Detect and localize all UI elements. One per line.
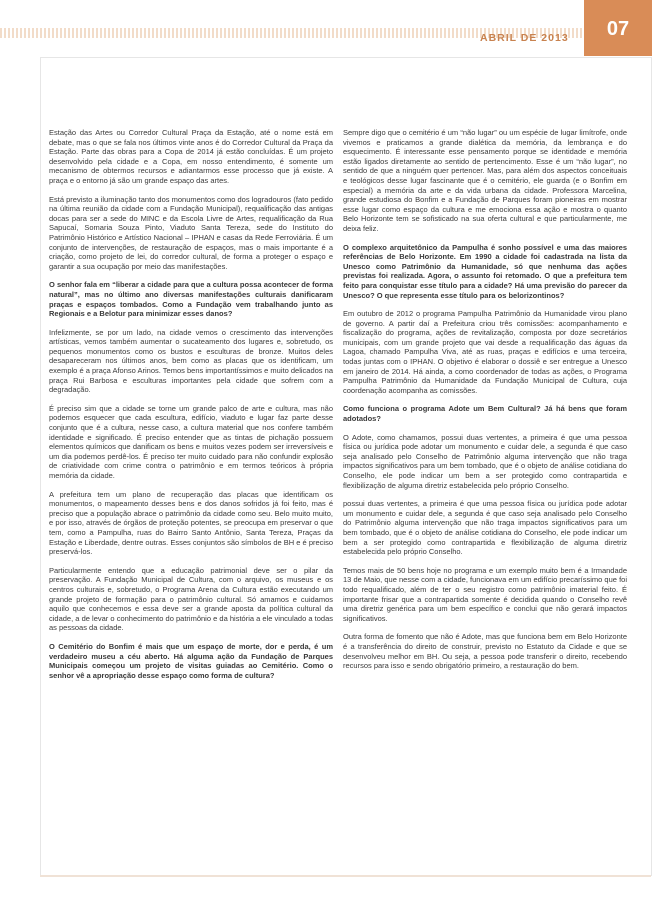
interview-paragraph: Em outubro de 2012 o programa Pampulha Patrimônio da Humanidade virou plano de governo. A partir daí a Prefeitura criou três comissões: acompanhamento e fiscalização do programa, ações de revitalização, composta por doze secretários municipais, com um grande projeto que vai desde a requalificação das águas da Lagoa, chamado Pampulha Viva, até as ruas, praças e edifícios e uma terceira, todas juntas com o IPHAN. O objetivo é elaborar o dossiê e ser entregue a Unesco em janeiro de 2014. Há ainda, a como coordenador de todas as ações, o Programa Pampulha Patrimônio da Humanidade da Fundação Municipal de Cultura, cuja coordenação acompanha as comissões. (343, 309, 627, 395)
interview-question: O complexo arquitetônico da Pampulha é sonho possível e uma das maiores referências de Belo Horizonte. Em 1990 a cidade foi cadastrada na lista da Unesco como Patrimônio da Humanidade, só que nenhuma das ações previstas foi realizada. Agora, o assunto foi retomado. O que a prefeitura tem feito para conquistar esse título para a cidade? Há uma previsão do parecer da Unesco? O que representa esse título para os belorizontinos? (343, 242, 627, 300)
interview-question: O senhor fala em “liberar a cidade para que a cultura possa acontecer de forma natural”, mas no último ano diversas manifestações culturais danificaram praças e espaços tombados. Como a Fundação vem trabalhando junto as Regionais e a Belotur para minimizar esses danos? (49, 280, 333, 319)
page-header (0, 0, 670, 55)
interview-question: O Cemitério do Bonfim é mais que um espaço de morte, dor e perda, é um verdadeiro museu a céu aberto. Há alguma ação da Fundação de Parques Municipais começou um projeto de visitas guiadas ao Cemitério. Como o senhor vê a apropriação desse espaço como forma de cultura? (49, 641, 333, 680)
interview-paragraph: É preciso sim que a cidade se torne um grande palco de arte e cultura, mas não podemos esquecer que cada escultura, edifício, viaduto e lugar faz parte desse conjunto que é a cultura, nesse caso, a cultura material que nos confere também identidade e significado. É preciso entender que as tintas de pichação possuem elementos químicos que danificam os bens e muitos vezes podem ser irreversíveis e um dia podemos perdê-los. É preciso ter muito cuidado para não confundir explosão de criatividade com crime contra o patrimônio e em termos teóricos à própria memória da cidade. (49, 403, 333, 480)
interview-paragraph: Outra forma de fomento que não é Adote, mas que funciona bem em Belo Horizonte é a transferência do direito de construir, previsto no Estatuto da Cidade e que se desenvolveu melhor em BH. Ou seja, a pessoa pode transferir o direito, recebendo recursos para isso e sendo obrigatório primeiro, a restauração do bem. (343, 632, 627, 671)
right-column (343, 128, 627, 680)
interview-paragraph: Infelizmente, se por um lado, na cidade vemos o crescimento das intervenções artísticas, vemos também aumentar o sucateamento dos lugares e, sobretudo, os pequenos monumentos como os bustos e esculturas de bronze. Muitos deles desapareceram nos últimos anos, bem como as placas que os identificam, um exemplo é a praça Afonso Arinos. Temos bens importantíssimos e muito delicados na praça Rui Barbosa e esculturas importantes pela cidade que sofrem com a degradação. (49, 327, 333, 395)
issue-date: ABRIL DE 2013 (480, 32, 569, 44)
interview-paragraph: Temos mais de 50 bens hoje no programa e um exemplo muito bem é a Irmandade 13 de Maio, que nesse com a cidade, funcionava em um edifício precaríssimo que foi todo requalificado, além de ter o seu registro como patrimônio imaterial feito. É importante frisar que a contrapartida somente é decidida quando o Conselho revê uma diretriz genérica para um bem específico e conclui que não gerará impactos significativos. (343, 565, 627, 623)
interview-paragraph: O Adote, como chamamos, possui duas vertentes, a primeira é que uma pessoa física ou jurídica pode adotar um monumento e cuidar dele, a segunda é que caso seja analisado pelo Conselho de Patrimônio alguma intervenção que não traga impactos significativos para um bem tombado, que é o objeto de análise cotidiana do Conselho, ele pode indicar um bem a ser protegido como contrapartida e flexibilização de alguma diretriz estabelecida pelo próprio Conselho. (343, 432, 627, 490)
interview-question: Como funciona o programa Adote um Bem Cultural? Já há bens que foram adotados? (343, 404, 627, 424)
interview-paragraph: Particularmente entendo que a educação patrimonial deve ser o pilar da preservação. A Fundação Municipal de Cultura, com o arquivo, os museus e os centros culturais e, sobretudo, o Programa Arena da Cultura estão executando um grande projeto de formação para o patrimônio cultural. Só amamos e cuidamos aquilo que conhecemos e essa deve ser a grande aposta da política cultural da cidade, a de levar o conhecimento do patrimônio e da história a ele vinculado a todas as pessoas da cidade. (49, 565, 333, 633)
interview-paragraph: Sempre digo que o cemitério é um “não lugar” ou um espécie de lugar limítrofe, onde vivemos e praticamos a grande dialética da memória, da lembrança e do esquecimento. É interessante esse pensamento porque se identidade e memória estão ligados diretamente ao sentido de pertencimento. Esse é um “não lugar”, no sentido de que a ninguém quer pertencer. Mas, para além dos aspectos conceituais e teológicos desse lugar fascinante que é o cemitério, ele guarda (e o Bonfim em especial) a memória da arte e da vida urbana da cidade. Professora Marcelina, grande estudiosa do Bonfim e a Fundação de Parques foram pioneiras em mostrar esse lugar como espaço da cultura e me emociona essa ação e mostra o quanto Belo Horizonte tem se sofisticado na sua oferta cultural e que particularmente, me deixa feliz. (343, 128, 627, 233)
bottom-rule (40, 875, 651, 877)
page-number-box (584, 0, 652, 56)
left-column (49, 128, 333, 689)
interview-paragraph: Estação das Artes ou Corredor Cultural Praça da Estação, até o nome está em debate, mas o que se fala nos últimos vinte anos é do Corredor Cultural da Praça da Estação. Parte das obras para a Copa de 2014 já estão concluídas. É um projeto desenvolvido pela cidade e a Copa, em nosso entendimento, é somente um mecanismo de obtermos recursos e adiantarmos esse processo que já existe. A praça e o entorno já são um grande espaço das artes. (49, 128, 333, 185)
interview-paragraph: A prefeitura tem um plano de recuperação das placas que identificam os monumentos, o mapeamento desses bens e dos danos sofridos já foi feito, mas é preciso que a população abrace o patrimônio da cidade como seu. Belo muito muito, e por isso, através de órgãos de proteção potentes, se preocupa em preservar o que tem, como a Pampulha, ruas do Bairro Santo Antônio, Santa Tereza, Praças da Estação e Liberdade, dentre outras. Esses conjuntos são símbolos de BH e é preciso preservá-los. (49, 489, 333, 557)
interview-paragraph: Está previsto a iluminação tanto dos monumentos como dos logradouros (fato pedido na última reunião da cidade com a Fundação Municipal), requalificação das antigas docas para ser a sede do MINC e da Escola Livre de Artes, requalificação da Rua Sapucaí, Somaria Souza Pinto, Viaduto Santa Tereza, sede do Instituto do Patrimônio Histórico e Artístico Nacional – IPHAN e casas da Rede Ferroviária. É um conjunto de intervenções, de restauração de espaços, mas o mais importante é a criação, como projeto de lei, do corredor cultural, de forma a proteger o espaço e garantir a sua ocupação por meio das manifestações. (49, 194, 333, 271)
page-number: 07 (606, 18, 630, 40)
interview-paragraph: possui duas vertentes, a primeira é que uma pessoa física ou jurídica pode adotar um monumento e cuidar dele, a segunda é que caso seja analisado pelo Conselho do Patrimônio alguma intervenção que não traga impactos significativos para um bem tombado, que é o objeto de análise cotidiana do Conselho, ele pode indicar um bem a ser protegido como contrapartida e flexibilização de alguma diretriz estabelecida pelo próprio Conselho. (343, 499, 627, 557)
